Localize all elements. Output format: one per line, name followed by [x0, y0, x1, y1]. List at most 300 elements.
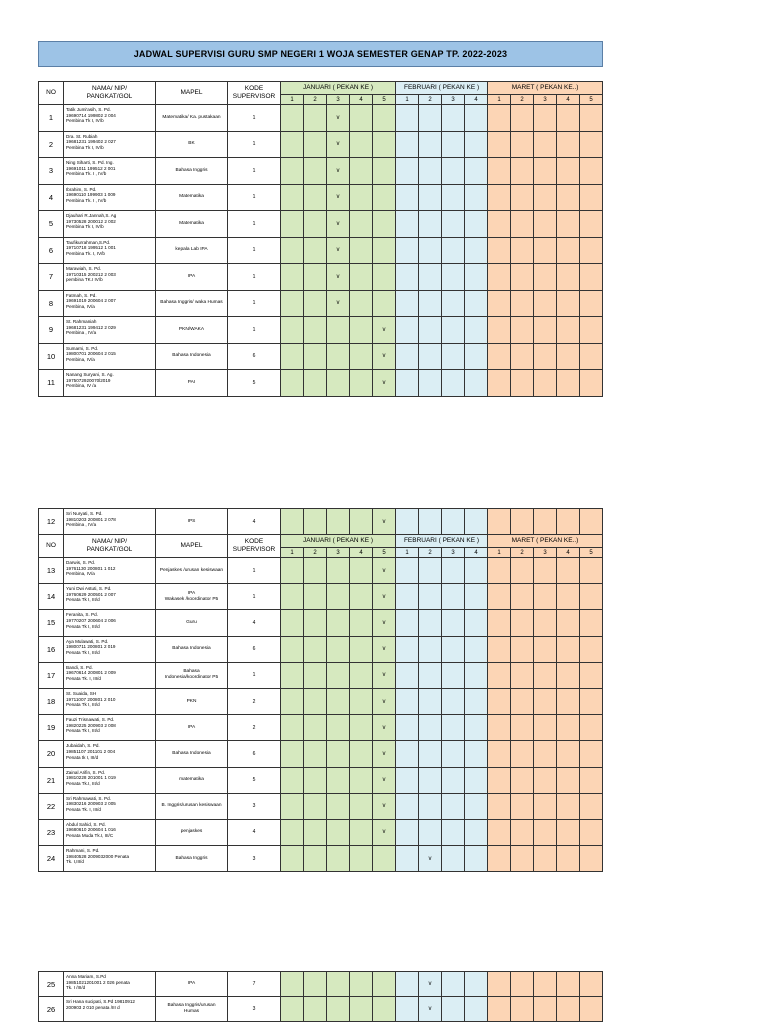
week-cell — [350, 237, 373, 264]
week-cell — [350, 584, 373, 610]
week-cell — [396, 819, 419, 845]
row-mapel: PKN — [156, 688, 228, 714]
row-kode: 7 — [228, 972, 281, 997]
week-cell — [557, 610, 580, 636]
week-cell — [373, 264, 396, 291]
week-cell — [327, 972, 350, 997]
week-mar-4: 4 — [557, 548, 580, 558]
header-februari: FEBRUARI ( PEKAN KE ) — [396, 535, 488, 548]
week-cell — [488, 972, 511, 997]
week-cell — [511, 290, 534, 317]
week-cell — [465, 131, 488, 158]
week-cell — [281, 317, 304, 344]
row-nama: Yuni Dwi Astuti, S. Pd. 19760629 200501 2 007 Penata Tk I, III/d — [64, 584, 156, 610]
row-no: 9 — [39, 317, 64, 344]
week-cell — [442, 972, 465, 997]
week-cell — [350, 105, 373, 132]
row-no: 7 — [39, 264, 64, 291]
week-cell — [396, 158, 419, 185]
row-no: 23 — [39, 819, 64, 845]
week-cell — [373, 997, 396, 1022]
row-no: 18 — [39, 688, 64, 714]
row-nama: Fauzi Trisnawati, S. Pd. 19820225 200903 2 008 Penata Tk I, III/d — [64, 715, 156, 741]
row-kode: 4 — [228, 819, 281, 845]
week-cell — [580, 819, 603, 845]
row-mapel: PAI — [156, 370, 228, 397]
table-row — [39, 158, 603, 185]
week-cell — [488, 610, 511, 636]
week-cell — [281, 211, 304, 238]
row-mapel: Matematika — [156, 184, 228, 211]
week-cell — [304, 264, 327, 291]
week-cell — [419, 636, 442, 662]
week-cell — [534, 370, 557, 397]
schedule-table-1 — [38, 81, 603, 397]
week-cell — [465, 184, 488, 211]
row-kode: 3 — [228, 997, 281, 1022]
week-cell — [511, 509, 534, 535]
week-cell — [580, 343, 603, 370]
schedule-table-3 — [38, 971, 603, 1022]
week-cell — [327, 370, 350, 397]
week-cell — [304, 741, 327, 767]
table-row — [39, 237, 603, 264]
row-no: 24 — [39, 846, 64, 872]
row-mapel: IPA — [156, 972, 228, 997]
row-mapel: B. Inggris/urusan kesiswaan — [156, 793, 228, 819]
week-cell — [373, 105, 396, 132]
week-cell — [281, 972, 304, 997]
week-cell — [534, 158, 557, 185]
week-cell — [327, 558, 350, 584]
week-cell — [557, 370, 580, 397]
row-nama: Taufikurrahman,S.Pd. 19710718 199512 1 001 Pembina Tk. I, IV/b — [64, 237, 156, 264]
row-nama: Sri Nuryati, S. Pd. 19810203 200801 2 078 Pembina , IV/a — [64, 509, 156, 535]
week-cell — [396, 741, 419, 767]
week-mar-3: 3 — [534, 95, 557, 105]
row-kode: 2 — [228, 715, 281, 741]
week-cell — [465, 584, 488, 610]
week-cell — [511, 662, 534, 688]
week-cell — [534, 105, 557, 132]
week-cell — [396, 290, 419, 317]
week-cell — [419, 741, 442, 767]
week-cell — [304, 290, 327, 317]
week-cell — [465, 767, 488, 793]
week-cell — [442, 662, 465, 688]
week-cell — [396, 662, 419, 688]
week-cell — [534, 688, 557, 714]
week-cell — [396, 972, 419, 997]
week-cell — [419, 610, 442, 636]
week-cell — [580, 237, 603, 264]
week-mar-4: 4 — [557, 95, 580, 105]
row-mapel: BK — [156, 131, 228, 158]
table-row — [39, 131, 603, 158]
week-cell — [580, 584, 603, 610]
week-cell — [488, 370, 511, 397]
week-cell — [373, 846, 396, 872]
week-cell — [511, 584, 534, 610]
week-cell — [350, 741, 373, 767]
week-mar-1: 1 — [488, 548, 511, 558]
week-cell — [419, 558, 442, 584]
row-mapel: Bahasa Inggris/urusan Humas — [156, 997, 228, 1022]
week-cell — [580, 158, 603, 185]
week-cell — [465, 662, 488, 688]
week-cell — [534, 184, 557, 211]
week-cell — [419, 184, 442, 211]
table-row — [39, 741, 603, 767]
week-cell — [396, 370, 419, 397]
week-cell — [534, 793, 557, 819]
row-no: 16 — [39, 636, 64, 662]
week-cell — [442, 741, 465, 767]
week-cell — [557, 131, 580, 158]
week-cell — [511, 558, 534, 584]
week-cell — [580, 184, 603, 211]
week-cell — [304, 972, 327, 997]
week-cell — [488, 509, 511, 535]
week-cell — [580, 715, 603, 741]
week-cell — [534, 131, 557, 158]
week-cell — [534, 741, 557, 767]
row-nama: Djauhari R.Jannah,S. Ag 19730528 200012 2 002 Pembina Tk I, IV/b — [64, 211, 156, 238]
row-mapel: IPS — [156, 509, 228, 535]
week-cell — [511, 610, 534, 636]
row-nama: Sri Rahmawati, S. Pd. 19830216 200903 2 005 Penata Tk. I, III/d — [64, 793, 156, 819]
week-cell — [350, 610, 373, 636]
week-mar-3: 3 — [534, 548, 557, 558]
week-cell — [350, 290, 373, 317]
week-cell — [465, 741, 488, 767]
week-cell — [557, 105, 580, 132]
week-cell — [511, 131, 534, 158]
week-cell: v — [419, 972, 442, 997]
row-mapel: matematika — [156, 767, 228, 793]
week-cell — [304, 211, 327, 238]
week-cell — [327, 662, 350, 688]
week-cell: v — [327, 184, 350, 211]
table-row — [39, 846, 603, 872]
week-cell — [442, 767, 465, 793]
week-cell — [557, 688, 580, 714]
header-mapel: MAPEL — [156, 82, 228, 105]
week-cell — [373, 237, 396, 264]
row-nama: St. Suaida, SH 19711007 200801 2 010 Penata Tk I, III/d — [64, 688, 156, 714]
week-jan-4: 4 — [350, 548, 373, 558]
week-cell — [557, 317, 580, 344]
week-cell — [350, 370, 373, 397]
week-cell — [442, 846, 465, 872]
header-nama: NAMA/ NIP/ PANGKAT/GOL — [64, 82, 156, 105]
week-cell — [350, 846, 373, 872]
week-cell: v — [373, 343, 396, 370]
week-cell: v — [419, 997, 442, 1022]
week-cell — [396, 509, 419, 535]
week-cell — [442, 997, 465, 1022]
table-row — [39, 509, 603, 535]
week-cell — [281, 237, 304, 264]
week-cell — [304, 343, 327, 370]
row-mapel: Bahasa Indonesia — [156, 343, 228, 370]
row-kode: 6 — [228, 636, 281, 662]
week-cell — [419, 131, 442, 158]
week-cell: v — [373, 688, 396, 714]
table-row — [39, 343, 603, 370]
week-cell — [511, 370, 534, 397]
week-cell — [557, 558, 580, 584]
week-cell — [488, 688, 511, 714]
week-cell — [511, 636, 534, 662]
week-cell — [442, 819, 465, 845]
week-cell — [465, 290, 488, 317]
week-cell — [327, 846, 350, 872]
row-no: 21 — [39, 767, 64, 793]
week-cell — [511, 237, 534, 264]
week-cell — [419, 264, 442, 291]
week-cell — [511, 846, 534, 872]
week-jan-5: 5 — [373, 548, 396, 558]
week-cell — [580, 636, 603, 662]
row-no: 14 — [39, 584, 64, 610]
week-cell — [281, 610, 304, 636]
row-no: 6 — [39, 237, 64, 264]
week-cell: v — [373, 584, 396, 610]
week-cell — [327, 793, 350, 819]
week-cell — [281, 767, 304, 793]
week-cell — [488, 662, 511, 688]
week-cell: v — [373, 767, 396, 793]
week-cell — [442, 131, 465, 158]
row-nama: Aya Mulawati, S. Pd. 19800711 200801 2 019 Penata Tk I, III/d — [64, 636, 156, 662]
week-cell — [580, 264, 603, 291]
week-cell — [488, 997, 511, 1022]
table-row — [39, 610, 603, 636]
week-jan-2: 2 — [304, 95, 327, 105]
week-cell — [396, 636, 419, 662]
week-cell: v — [373, 715, 396, 741]
week-cell — [580, 131, 603, 158]
week-cell — [304, 846, 327, 872]
week-cell — [488, 715, 511, 741]
row-kode: 1 — [228, 211, 281, 238]
week-cell — [373, 131, 396, 158]
week-cell — [442, 610, 465, 636]
week-cell — [465, 972, 488, 997]
week-cell — [442, 211, 465, 238]
week-jan-2: 2 — [304, 548, 327, 558]
week-cell — [396, 688, 419, 714]
header-februari: FEBRUARI ( PEKAN KE ) — [396, 82, 488, 95]
table-row — [39, 370, 603, 397]
row-nama: Dra. St. Rubiah 19681231 199402 2 027 Pembina Tk I, IV/b — [64, 131, 156, 158]
row-kode: 6 — [228, 343, 281, 370]
row-kode: 1 — [228, 264, 281, 291]
week-cell — [488, 317, 511, 344]
schedule-table-2 — [38, 508, 603, 872]
week-cell — [488, 131, 511, 158]
week-cell: v — [373, 317, 396, 344]
row-nama: Rahmani, S. Pd. 19840528 2009032000 Penata Tk. I,III/d — [64, 846, 156, 872]
week-cell — [281, 793, 304, 819]
week-cell — [557, 997, 580, 1022]
table-row — [39, 715, 603, 741]
week-cell — [327, 509, 350, 535]
row-no: 11 — [39, 370, 64, 397]
week-cell — [534, 317, 557, 344]
week-cell — [327, 343, 350, 370]
week-cell — [281, 264, 304, 291]
row-kode: 1 — [228, 558, 281, 584]
row-mapel: Bahasa Inggris — [156, 158, 228, 185]
week-cell — [304, 317, 327, 344]
week-mar-5: 5 — [580, 95, 603, 105]
week-cell — [396, 584, 419, 610]
week-cell — [304, 819, 327, 845]
week-cell — [511, 793, 534, 819]
row-nama: Abdul Sahid, S. Pd. 19680610 200604 1 016 Penata Muda Tk.I, III/C — [64, 819, 156, 845]
row-mapel: Guru — [156, 610, 228, 636]
week-cell — [511, 105, 534, 132]
row-kode: 5 — [228, 767, 281, 793]
week-cell — [557, 972, 580, 997]
week-cell — [350, 688, 373, 714]
week-cell — [419, 158, 442, 185]
row-mapel: penjaskes — [156, 819, 228, 845]
week-cell — [442, 715, 465, 741]
week-cell — [442, 636, 465, 662]
week-cell — [396, 558, 419, 584]
week-cell — [580, 662, 603, 688]
week-cell — [488, 343, 511, 370]
week-feb-4: 4 — [465, 95, 488, 105]
week-cell — [557, 343, 580, 370]
week-cell — [534, 715, 557, 741]
row-kode: 3 — [228, 793, 281, 819]
row-nama: Jubaidah, S. Pd. 19851107 201101 2 004 Penata tk I, III/d — [64, 741, 156, 767]
week-cell — [281, 715, 304, 741]
week-cell — [557, 264, 580, 291]
table-row — [39, 264, 603, 291]
week-mar-5: 5 — [580, 548, 603, 558]
row-mapel: Matematika — [156, 211, 228, 238]
week-cell — [350, 558, 373, 584]
week-cell — [419, 509, 442, 535]
week-feb-2: 2 — [419, 95, 442, 105]
week-cell — [281, 688, 304, 714]
week-cell — [442, 584, 465, 610]
row-mapel: Bahasa Inggris — [156, 846, 228, 872]
week-cell — [465, 211, 488, 238]
week-cell — [304, 767, 327, 793]
week-cell — [534, 636, 557, 662]
week-cell — [580, 972, 603, 997]
week-feb-3: 3 — [442, 95, 465, 105]
week-cell — [511, 158, 534, 185]
week-cell — [442, 370, 465, 397]
week-cell — [580, 211, 603, 238]
week-cell — [350, 131, 373, 158]
week-cell — [350, 662, 373, 688]
row-mapel: Bahasa Inggris/ waka Humas — [156, 290, 228, 317]
table-row — [39, 317, 603, 344]
week-cell — [327, 715, 350, 741]
header-maret: MARET ( PEKAN KE..) — [488, 82, 603, 95]
week-cell — [442, 290, 465, 317]
week-cell — [534, 972, 557, 997]
week-cell — [304, 610, 327, 636]
week-cell — [304, 997, 327, 1022]
week-cell: v — [373, 793, 396, 819]
row-kode: 1 — [228, 105, 281, 132]
week-cell — [327, 317, 350, 344]
week-cell — [534, 237, 557, 264]
week-cell — [350, 972, 373, 997]
week-cell — [557, 793, 580, 819]
week-cell: v — [327, 131, 350, 158]
week-cell — [511, 317, 534, 344]
row-no: 19 — [39, 715, 64, 741]
week-cell — [465, 237, 488, 264]
week-cell — [488, 741, 511, 767]
row-nama: Feranita, S. Pd. 19770207 200604 2 006 Penata Tk I, III/d — [64, 610, 156, 636]
week-cell — [534, 211, 557, 238]
week-cell — [419, 662, 442, 688]
row-no: 13 — [39, 558, 64, 584]
week-cell — [488, 767, 511, 793]
row-nama: Bandi, S. Pd. 19670614 200801 2 009 Penata Tk. I, III/d — [64, 662, 156, 688]
week-cell — [304, 370, 327, 397]
row-no: 2 — [39, 131, 64, 158]
row-kode: 1 — [228, 237, 281, 264]
week-cell — [557, 211, 580, 238]
week-cell — [557, 184, 580, 211]
table-row — [39, 662, 603, 688]
week-cell — [350, 158, 373, 185]
week-cell — [511, 264, 534, 291]
week-cell — [557, 158, 580, 185]
week-cell — [465, 715, 488, 741]
table-row — [39, 793, 603, 819]
week-cell — [304, 793, 327, 819]
row-no: 10 — [39, 343, 64, 370]
week-cell — [327, 819, 350, 845]
table-row — [39, 184, 603, 211]
week-cell — [442, 688, 465, 714]
week-cell — [281, 558, 304, 584]
week-jan-4: 4 — [350, 95, 373, 105]
week-cell — [304, 688, 327, 714]
row-mapel: IPA — [156, 715, 228, 741]
week-cell — [327, 688, 350, 714]
week-cell — [304, 662, 327, 688]
row-mapel: Matematika/ Ka. pustakaan — [156, 105, 228, 132]
week-cell — [281, 158, 304, 185]
week-jan-1: 1 — [281, 548, 304, 558]
week-cell — [304, 105, 327, 132]
week-cell — [442, 105, 465, 132]
week-cell — [442, 237, 465, 264]
week-cell — [304, 158, 327, 185]
week-cell — [350, 636, 373, 662]
week-cell — [396, 715, 419, 741]
week-cell — [350, 715, 373, 741]
week-cell — [396, 211, 419, 238]
row-nama: Ibrahim, S. Pd. 19690110 199903 1 009 Pembina Tk. I , IV/b — [64, 184, 156, 211]
week-cell — [419, 237, 442, 264]
table-row — [39, 972, 603, 997]
